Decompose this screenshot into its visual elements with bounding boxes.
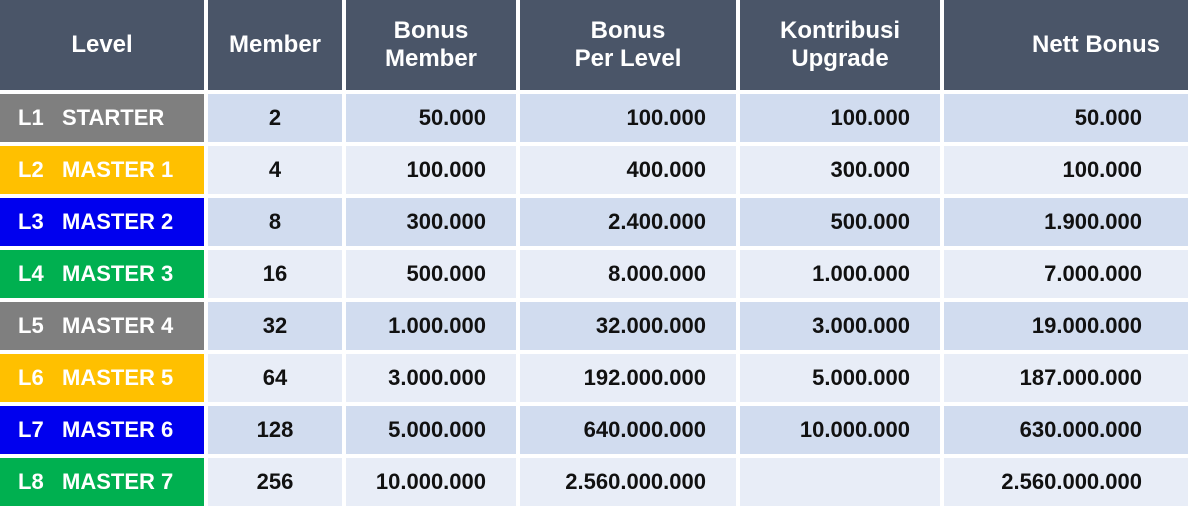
bonus-member-cell: 1.000.000: [346, 302, 520, 354]
level-code: L1: [18, 105, 44, 130]
member-cell: 256: [208, 458, 346, 510]
level-code: L6: [18, 365, 44, 390]
level-name: STARTER: [62, 105, 165, 130]
level-name: MASTER 2: [62, 209, 174, 234]
level-code: L8: [18, 469, 44, 494]
header-kontribusi-upgrade-line1: Kontribusi: [780, 17, 900, 44]
kontribusi-upgrade-cell: 10.000.000: [740, 406, 944, 458]
level-cell: [0, 354, 208, 406]
table-row: [0, 354, 1188, 406]
header-kontribusi-upgrade: [740, 0, 944, 94]
level-name: MASTER 1: [62, 157, 174, 182]
level-cell: [0, 198, 208, 250]
header-bonus-per-level-line1: Bonus: [590, 17, 666, 44]
level-cell: [0, 406, 208, 458]
header-bonus-per-level: [520, 0, 740, 94]
bonus-per-level-cell: 192.000.000: [520, 354, 740, 406]
header-bonus-member-line1: Bonus: [393, 17, 469, 44]
nett-bonus-cell: 1.900.000: [944, 198, 1188, 250]
header-level: [0, 0, 208, 94]
bonus-member-cell: 3.000.000: [346, 354, 520, 406]
header-bonus-member-line2: Member: [384, 45, 478, 72]
bonus-per-level-cell: 400.000: [520, 146, 740, 198]
nett-bonus-cell: 19.000.000: [944, 302, 1188, 354]
header-row: [0, 0, 1188, 94]
member-cell: 32: [208, 302, 346, 354]
nett-bonus-cell: 630.000.000: [944, 406, 1188, 458]
table-row: [0, 406, 1188, 458]
kontribusi-upgrade-cell: 5.000.000: [740, 354, 944, 406]
header-nett-bonus-label: Nett Bonus: [1032, 31, 1160, 58]
level-name: MASTER 6: [62, 417, 174, 442]
bonus-per-level-cell: 2.400.000: [520, 198, 740, 250]
bonus-member-cell: 50.000: [346, 94, 520, 146]
table-row: [0, 198, 1188, 250]
level-code: L7: [18, 417, 44, 442]
table-row: [0, 302, 1188, 354]
header-nett-bonus: [944, 0, 1188, 94]
kontribusi-upgrade-cell: [740, 458, 944, 510]
level-cell: [0, 146, 208, 198]
bonus-per-level-cell: 32.000.000: [520, 302, 740, 354]
nett-bonus-cell: 100.000: [944, 146, 1188, 198]
member-cell: 2: [208, 94, 346, 146]
level-name: MASTER 7: [62, 469, 174, 494]
member-cell: 4: [208, 146, 346, 198]
member-cell: 128: [208, 406, 346, 458]
header-member: [208, 0, 346, 94]
bonus-member-cell: 500.000: [346, 250, 520, 302]
nett-bonus-cell: 50.000: [944, 94, 1188, 146]
member-cell: 8: [208, 198, 346, 250]
header-member-label: Member: [228, 31, 322, 58]
bonus-member-cell: 300.000: [346, 198, 520, 250]
level-cell: [0, 302, 208, 354]
bonus-member-cell: 5.000.000: [346, 406, 520, 458]
kontribusi-upgrade-cell: 1.000.000: [740, 250, 944, 302]
bonus-member-cell: 10.000.000: [346, 458, 520, 510]
level-cell: [0, 250, 208, 302]
level-name: MASTER 3: [62, 261, 174, 286]
table-row: [0, 146, 1188, 198]
bonus-per-level-cell: 640.000.000: [520, 406, 740, 458]
kontribusi-upgrade-cell: 3.000.000: [740, 302, 944, 354]
member-cell: 16: [208, 250, 346, 302]
kontribusi-upgrade-cell: 500.000: [740, 198, 944, 250]
member-cell: 64: [208, 354, 346, 406]
bonus-per-level-cell: 8.000.000: [520, 250, 740, 302]
level-cell: [0, 94, 208, 146]
kontribusi-upgrade-cell: 100.000: [740, 94, 944, 146]
nett-bonus-cell: 2.560.000.000: [944, 458, 1188, 510]
header-bonus-member: [346, 0, 520, 94]
table-row: [0, 94, 1188, 146]
level-cell: [0, 458, 208, 510]
level-name: MASTER 4: [62, 313, 174, 338]
bonus-member-cell: 100.000: [346, 146, 520, 198]
kontribusi-upgrade-cell: 300.000: [740, 146, 944, 198]
nett-bonus-cell: 187.000.000: [944, 354, 1188, 406]
bonus-per-level-cell: 100.000: [520, 94, 740, 146]
level-code: L4: [18, 261, 44, 286]
nett-bonus-cell: 7.000.000: [944, 250, 1188, 302]
header-bonus-per-level-line2: Per Level: [574, 45, 682, 72]
level-name: MASTER 5: [62, 365, 174, 390]
table-row: [0, 250, 1188, 302]
bonus-per-level-cell: 2.560.000.000: [520, 458, 740, 510]
header-level-label: Level: [71, 31, 133, 58]
table-row: [0, 458, 1188, 510]
level-code: L3: [18, 209, 44, 234]
header-kontribusi-upgrade-line2: Upgrade: [791, 45, 889, 72]
level-code: L5: [18, 313, 44, 338]
level-code: L2: [18, 157, 44, 182]
